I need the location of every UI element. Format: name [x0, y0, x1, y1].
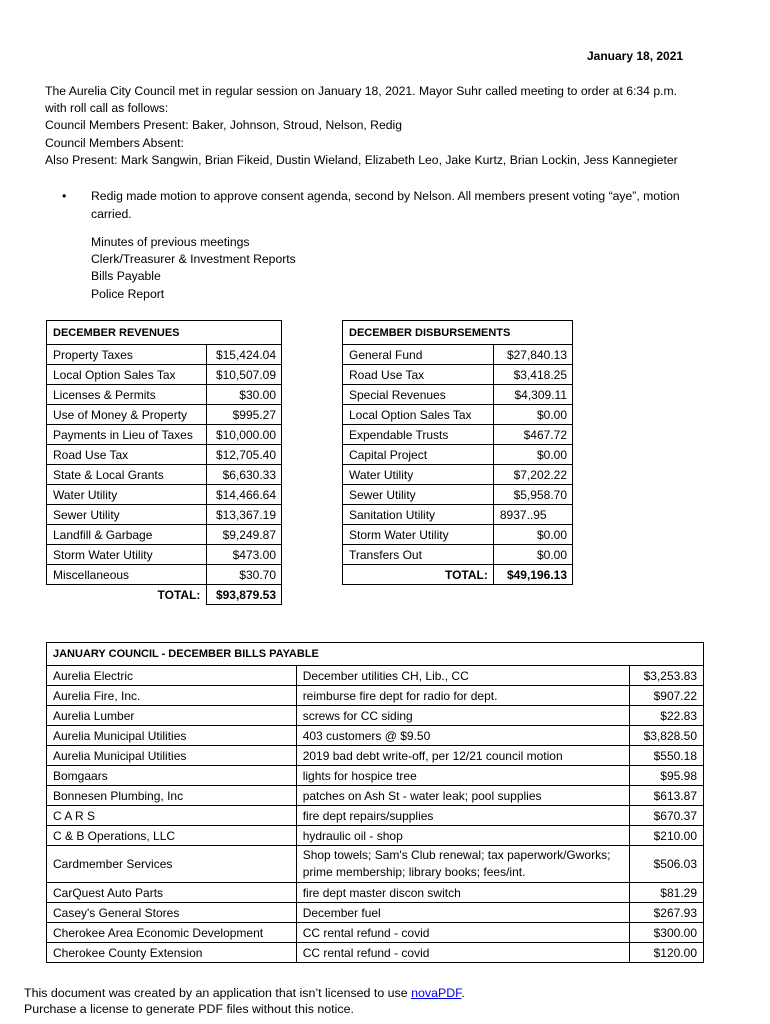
revenue-name: Miscellaneous: [47, 565, 207, 585]
table-row: [47, 923, 704, 943]
bills-title: JANUARY COUNCIL - DECEMBER BILLS PAYABLE: [47, 643, 704, 666]
disbursement-amount: $3,418.25: [493, 365, 572, 385]
bill-amount: $267.93: [629, 903, 703, 923]
bill-vendor: Aurelia Municipal Utilities: [47, 746, 297, 766]
disbursement-name: Sanitation Utility: [343, 505, 494, 525]
revenue-amount: $30.00: [207, 385, 282, 405]
table-row: [343, 485, 573, 505]
disbursement-name: Expendable Trusts: [343, 425, 494, 445]
table-row: [343, 545, 573, 565]
disbursement-name: Water Utility: [343, 465, 494, 485]
intro-line: with roll call as follows:: [45, 101, 169, 116]
bill-vendor: Cherokee County Extension: [47, 943, 297, 963]
revenue-amount: $13,367.19: [207, 505, 282, 525]
disbursement-amount: $467.72: [493, 425, 572, 445]
table-row: [47, 666, 704, 686]
revenue-name: Payments in Lieu of Taxes: [47, 425, 207, 445]
revenue-amount: $473.00: [207, 545, 282, 565]
bill-description: December fuel: [296, 903, 629, 923]
disbursements-table: [342, 320, 573, 585]
disbursement-amount: $4,309.11: [493, 385, 572, 405]
total-label: TOTAL:: [343, 565, 494, 585]
bill-amount: $550.18: [629, 746, 703, 766]
bill-amount: $613.87: [629, 786, 703, 806]
motion-text: Redig made motion to approve consent agenda, second by Nelson. All members present voting “aye”, motion carried.: [91, 189, 680, 221]
table-row: [47, 806, 704, 826]
motion-item: [62, 187, 722, 223]
intro-paragraph: [45, 83, 678, 169]
bill-amount: $3,828.50: [629, 726, 703, 746]
bill-vendor: Aurelia Lumber: [47, 706, 297, 726]
disbursement-name: General Fund: [343, 345, 494, 365]
disbursement-name: Road Use Tax: [343, 365, 494, 385]
disbursement-amount: $0.00: [493, 405, 572, 425]
bill-vendor: Cardmember Services: [47, 846, 297, 883]
table-row: [47, 943, 704, 963]
consent-item: Minutes of previous meetings: [91, 235, 250, 249]
bullet-icon: •: [62, 189, 67, 203]
bill-description: reimburse fire dept for radio for dept.: [296, 686, 629, 706]
bill-description: CC rental refund - covid: [296, 943, 629, 963]
bill-vendor: Aurelia Fire, Inc.: [47, 686, 297, 706]
bill-vendor: Bomgaars: [47, 766, 297, 786]
disbursement-amount: $5,958.70: [493, 485, 572, 505]
table-row: [47, 345, 282, 365]
revenue-amount: $10,507.09: [207, 365, 282, 385]
document-date: January 18, 2021: [587, 49, 684, 63]
bill-amount: $81.29: [629, 883, 703, 903]
table-row: [343, 525, 573, 545]
table-row: [47, 726, 704, 746]
disbursement-name: Sewer Utility: [343, 485, 494, 505]
disbursement-amount: $27,840.13: [493, 345, 572, 365]
revenue-name: Property Taxes: [47, 345, 207, 365]
bill-amount: $3,253.83: [629, 666, 703, 686]
bill-vendor: Casey's General Stores: [47, 903, 297, 923]
revenue-amount: $12,705.40: [207, 445, 282, 465]
table-row: [47, 706, 704, 726]
disbursement-name: Capital Project: [343, 445, 494, 465]
table-row: [343, 365, 573, 385]
disbursements-title: DECEMBER DISBURSEMENTS: [343, 321, 573, 345]
bill-amount: $210.00: [629, 826, 703, 846]
revenue-amount: $6,630.33: [207, 465, 282, 485]
also-present: Also Present: Mark Sangwin, Brian Fikeid, Dustin Wieland, Elizabeth Leo, Jake Kurtz, Brian Lockin, Jess Kannegieter: [45, 152, 678, 167]
table-row: [47, 766, 704, 786]
total-row: [47, 585, 282, 605]
disbursement-amount: $7,202.22: [493, 465, 572, 485]
bill-amount: $95.98: [629, 766, 703, 786]
consent-items: [91, 234, 296, 303]
table-row: [47, 545, 282, 565]
consent-item: Police Report: [91, 286, 165, 301]
members-absent: Council Members Absent:: [45, 135, 184, 150]
consent-item: Bills Payable: [91, 269, 161, 284]
disbursement-amount: $0.00: [493, 525, 572, 545]
revenue-amount: $10,000.00: [207, 425, 282, 445]
disbursement-amount: 8937..95: [493, 505, 572, 525]
total-row: [343, 565, 573, 585]
notice-period: .: [461, 986, 465, 1000]
bill-description: December utilities CH, Lib., CC: [296, 666, 629, 686]
table-row: [47, 425, 282, 445]
bill-amount: $907.22: [629, 686, 703, 706]
table-row: [47, 445, 282, 465]
bill-vendor: Aurelia Municipal Utilities: [47, 726, 297, 746]
bill-description: 403 customers @ $9.50: [296, 726, 629, 746]
bill-description: hydraulic oil - shop: [296, 826, 629, 846]
revenue-amount: $30.70: [207, 565, 282, 585]
license-notice: [24, 986, 465, 1017]
bill-description: Shop towels; Sam's Club renewal; tax paperwork/Gworks; prime membership; library books; fees/int.: [296, 846, 629, 883]
bill-vendor: C A R S: [47, 806, 297, 826]
table-row: [47, 365, 282, 385]
revenue-name: Use of Money & Property: [47, 405, 207, 425]
bill-amount: $300.00: [629, 923, 703, 943]
bill-vendor: Cherokee Area Economic Development: [47, 923, 297, 943]
revenue-name: Road Use Tax: [47, 445, 207, 465]
bill-vendor: CarQuest Auto Parts: [47, 883, 297, 903]
bill-description: fire dept repairs/supplies: [296, 806, 629, 826]
table-row: [343, 465, 573, 485]
table-row: [47, 465, 282, 485]
revenue-name: Licenses & Permits: [47, 385, 207, 405]
table-row: [47, 686, 704, 706]
bill-description: patches on Ash St - water leak; pool supplies: [296, 786, 629, 806]
disbursement-name: Transfers Out: [343, 545, 494, 565]
bills-payable-table: [46, 642, 704, 963]
bill-amount: $670.37: [629, 806, 703, 826]
table-row: [47, 505, 282, 525]
disbursement-name: Special Revenues: [343, 385, 494, 405]
table-row: [47, 525, 282, 545]
bill-description: CC rental refund - covid: [296, 923, 629, 943]
table-row: [47, 786, 704, 806]
table-row: [47, 883, 704, 903]
table-row: [343, 505, 573, 525]
table-row: [343, 445, 573, 465]
table-row: [343, 425, 573, 445]
table-row: [47, 846, 704, 883]
revenue-name: Local Option Sales Tax: [47, 365, 207, 385]
bill-description: lights for hospice tree: [296, 766, 629, 786]
bill-description: 2019 bad debt write-off, per 12/21 council motion: [296, 746, 629, 766]
table-row: [343, 385, 573, 405]
notice-text: This document was created by an application that isn’t licensed to use: [24, 986, 412, 1000]
table-row: [47, 485, 282, 505]
table-row: [47, 385, 282, 405]
revenues-title: DECEMBER REVENUES: [47, 321, 282, 345]
bill-description: fire dept master discon switch: [296, 883, 629, 903]
disbursement-name: Storm Water Utility: [343, 525, 494, 545]
bill-amount: $120.00: [629, 943, 703, 963]
disbursement-amount: $0.00: [493, 545, 572, 565]
table-row: [47, 565, 282, 585]
members-present: Council Members Present: Baker, Johnson, Stroud, Nelson, Redig: [45, 118, 403, 133]
disbursement-total: $49,196.13: [493, 565, 572, 585]
revenue-name: Water Utility: [47, 485, 207, 505]
revenue-amount: $995.27: [207, 405, 282, 425]
revenue-name: Landfill & Garbage: [47, 525, 207, 545]
revenue-name: Storm Water Utility: [47, 545, 207, 565]
table-row: [343, 345, 573, 365]
novapdf-link[interactable]: novaPDF: [411, 986, 462, 1000]
notice-text-2: Purchase a license to generate PDF files without this notice.: [24, 1001, 354, 1016]
table-row: [47, 746, 704, 766]
consent-item: Clerk/Treasurer & Investment Reports: [91, 252, 296, 267]
table-row: [47, 826, 704, 846]
bill-vendor: C & B Operations, LLC: [47, 826, 297, 846]
bill-vendor: Bonnesen Plumbing, Inc: [47, 786, 297, 806]
disbursement-name: Local Option Sales Tax: [343, 405, 494, 425]
revenue-amount: $9,249.87: [207, 525, 282, 545]
revenue-name: State & Local Grants: [47, 465, 207, 485]
bill-amount: $22.83: [629, 706, 703, 726]
disbursement-amount: $0.00: [493, 445, 572, 465]
table-row: [343, 405, 573, 425]
revenues-table: [46, 320, 282, 605]
bill-description: screws for CC siding: [296, 706, 629, 726]
revenue-total: $93,879.53: [207, 585, 282, 605]
table-row: [47, 903, 704, 923]
total-label: TOTAL:: [47, 585, 207, 605]
bill-amount: $506.03: [629, 846, 703, 883]
bill-vendor: Aurelia Electric: [47, 666, 297, 686]
intro-line: The Aurelia City Council met in regular session on January 18, 2021. Mayor Suhr called meeting to order at 6:34 p.m.: [45, 84, 678, 98]
table-row: [47, 405, 282, 425]
revenue-name: Sewer Utility: [47, 505, 207, 525]
revenue-amount: $15,424.04: [207, 345, 282, 365]
revenue-amount: $14,466.64: [207, 485, 282, 505]
